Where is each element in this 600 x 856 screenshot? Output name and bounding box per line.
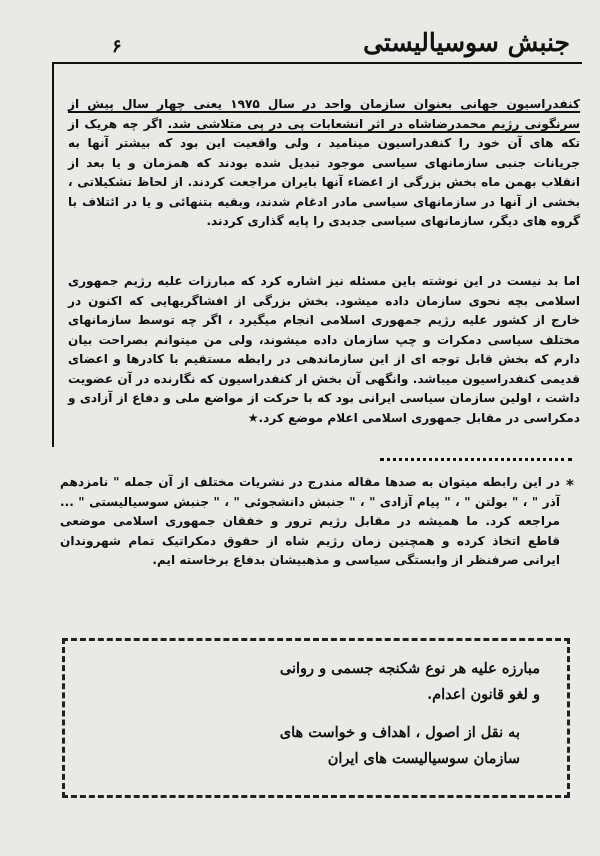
page-number: ۶ [112, 36, 122, 57]
notice-line-2: و لغو قانون اعدام. [427, 686, 540, 703]
notice-source-line-2: سازمان سوسیالیست های ایران [327, 750, 520, 767]
paragraph-2: اما بد نیست در این نوشته باین مسئله نیز اشاره کرد که مبارزات علیه رژیم جمهوری اسلامی بچه نحوی سازمان داده میشود. بخش بزرگی از افشاگریهایی که اکنون در خارج از کشور علیه رژیم جمهوری اسلامی انجام میگیرد ، اگر چه توسط سازمانهای مختلف سیاسی دمکرات و چپ سازمان داده میشوند، ولی من میتوانم بصراحت بیان دارم که بخش قابل توجه ای از این سازماندهی در رابطه مستقیم با کادرها و اعضای قدیمی کنفدراسیون میباشد. وانگهی آن بخش از کنفدراسیون که نگارنده در آن عضویت داشت ، اولین سازمان سیاسی ایرانی بود که با حرکت از مواضع ملی و دفاع از آزادی و دمکراسی در مقابل جمهوری اسلامی اعلام موضع کرد.★ [68, 274, 580, 425]
paragraph-1-underlined: کنفدراسیون جهانی بعنوان سازمان واحد در سال ۱۹۷۵ یعنی چهار سال پیش از سرنگونی رژیم محمدرضاشاه در اثر انشعابات پی در پی متلاشی شد. [68, 97, 580, 131]
paragraph-1 [68, 95, 580, 232]
footnote-asterisk: * [566, 476, 574, 494]
left-margin-rule [52, 62, 54, 447]
publication-title: جنبش سوسیالیستی [363, 28, 570, 57]
notice-line-1: مبارزه علیه هر نوع شکنجه جسمی و روانی [279, 660, 540, 677]
notice-source-line-1: به نقل از اصول ، اهداف و خواست های [279, 724, 520, 741]
footnote-paragraph: در این رابطه میتوان به صدها مقاله مندرج در نشریات مختلف از آن جمله " نامزدهم آذر " ، " بولتن " ، " پیام آزادی " ، " جنبش دانشجوئی " ، " جنبش سوسیالیستی " ... مراجعه کرد. ما همیشه در مقابل رژیم ترور و خفقان جمهوری اسلامی موضعی قاطع اتخاذ کرده و همچنین زمان رژیم شاه از حقوق دمکراتیک تمام شهروندان ایرانی صرفنظر از وابستگی سیاسی و مذهبیشان بدفاع برخاسته ایم. [60, 475, 560, 567]
paragraph-1-rest: اگر چه هریک از تکه های آن خود را کنفدراسیون مینامید ، ولی واقعیت این بود که بیشتر آنها به جریانات جنبی سازمانهای سیاسی موجود تبدیل شده بودند که همزمان و یا بعد از انقلاب بهمن ماه بخش بزرگی از اعضاء آنها بایران مراجعت کردند. از لحاظ تشکیلاتی ، بخشی از آنها در سازمانهای سیاسی مادر ادغام شدند، وبقیه بتنهائی و یا در ائتلاف با گروه های دیگر، سازمانهای سیاسی جدیدی را پایه گذاری کردند. [68, 116, 580, 228]
masthead [40, 22, 570, 72]
header-rule [52, 62, 582, 64]
dotted-separator [380, 458, 572, 461]
